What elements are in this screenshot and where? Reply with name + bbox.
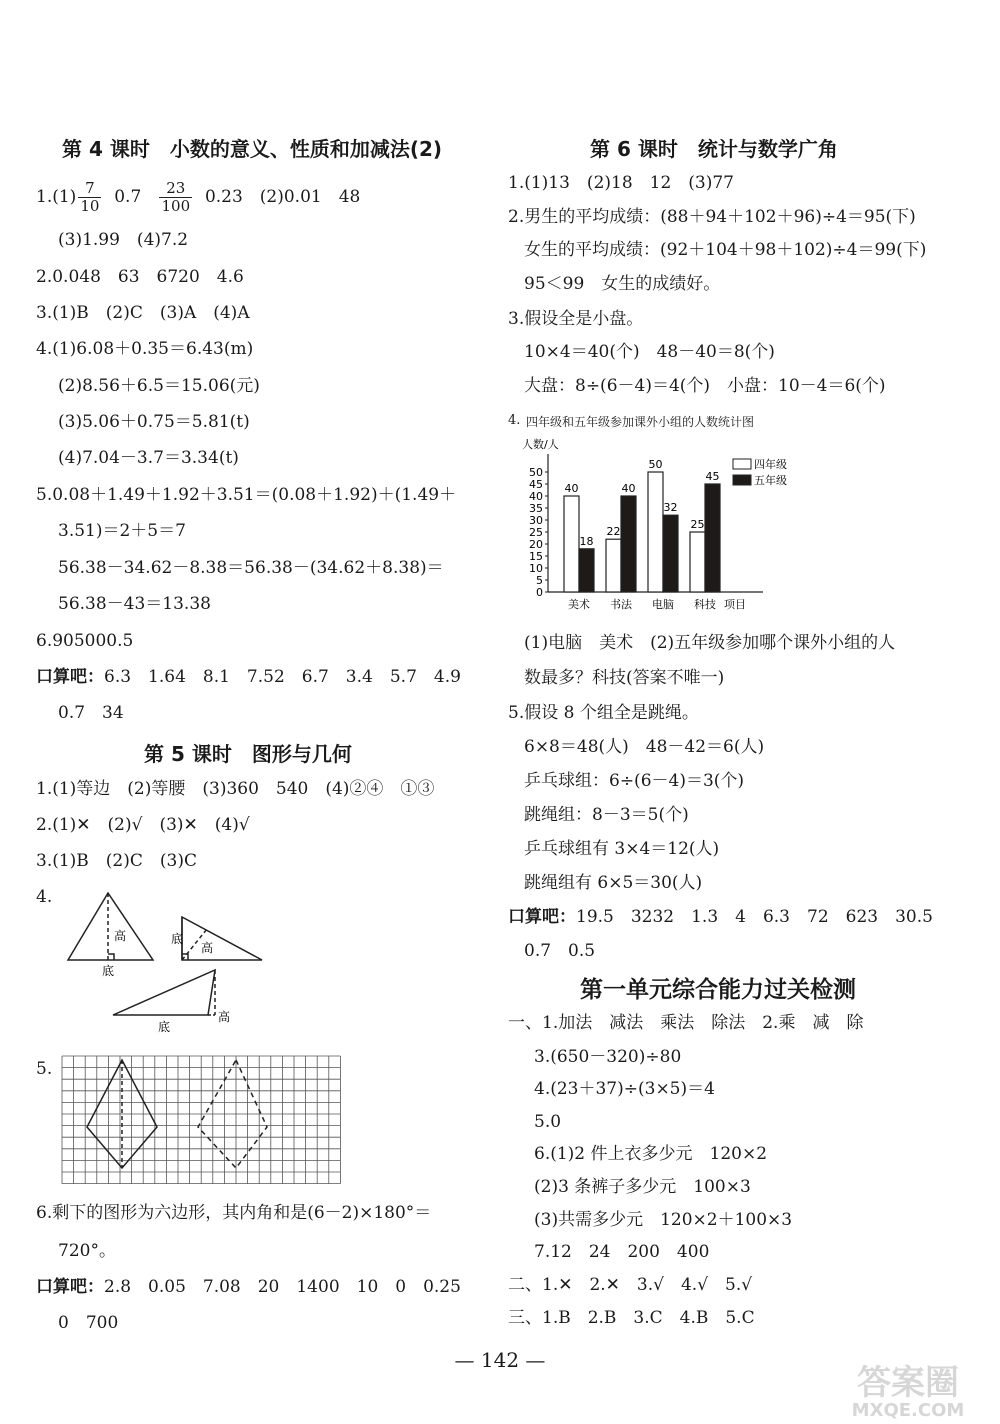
answer-line: 95＜99 女生的成绩好。 (524, 274, 721, 294)
answer-line: 4.(1)6.08＋0.35＝6.43(m) (36, 339, 254, 359)
x-tick-label: 科技 (694, 598, 716, 611)
answer-line: 三、1.B 2.B 3.C 4.B 5.C (508, 1308, 755, 1328)
answer-line: 2.男生的平均成绩：(88＋94＋102＋96)÷4＝95(下) (508, 207, 916, 227)
answer-line: 1.(1)等边 (2)等腰 (3)360 540 (4)②④ ①③ (36, 779, 435, 799)
answer-line: 2.(1)✕ (2)√ (3)✕ (4)√ (36, 815, 250, 835)
bar-四年级 (690, 532, 705, 592)
bar-四年级 (564, 496, 579, 592)
x-tick-label: 美术 (568, 598, 590, 611)
y-tick-label: 50 (529, 466, 543, 479)
y-tick-label: 20 (529, 538, 543, 551)
mental-math-line: 口算吧：6.3 1.64 8.1 7.52 6.7 3.4 5.7 4.9 (36, 667, 461, 687)
answer-line: 乒乓球组有 3×4＝12(人) (524, 839, 720, 859)
answer-line: 女生的平均成绩：(92＋104＋98＋102)÷4＝99(下) (524, 240, 927, 260)
bar-value-label: 22 (606, 525, 621, 539)
bar-四年级 (606, 539, 621, 592)
answer-line: 二、1.✕ 2.✕ 3.√ 4.√ 5.√ (508, 1275, 753, 1295)
answer-line: 3.假设全是小盘。 (508, 309, 644, 329)
y-tick-label: 30 (529, 514, 543, 527)
y-tick-label: 10 (529, 562, 543, 575)
answer-line: 6.905000.5 (36, 631, 134, 651)
legend-swatch (733, 475, 751, 485)
answer-line: 6.(1)2 件上衣多少元 120×2 (534, 1144, 768, 1164)
bar-value-label: 25 (690, 518, 705, 531)
base-label: 底 (158, 1020, 171, 1034)
chart-title: 四年级和五年级参加课外小组的人数统计图 (526, 415, 755, 429)
answer-line: 跳绳组有 6×5＝30(人) (524, 873, 703, 893)
bar-五年级 (705, 484, 720, 592)
answer-line: 5.假设 8 个组全是跳绳。 (508, 703, 699, 723)
answer-line: 大盘：8÷(6－4)＝4(个) 小盘：10－4＝6(个) (524, 376, 886, 396)
watermark-logo (820, 1358, 995, 1420)
page-number: — 142 — (454, 1348, 546, 1372)
answer-line: (3)5.06＋0.75＝5.81(t) (58, 412, 250, 432)
base-label: 底 (102, 964, 115, 978)
answer-line: 乒乓球组：6÷(6－4)＝3(个) (524, 771, 745, 791)
mental-math-line: 口算吧：2.8 0.05 7.08 20 1400 10 0 0.25 (36, 1277, 461, 1297)
answer-line: 56.38－43＝13.38 (58, 594, 211, 614)
x-tick-label: 电脑 (652, 598, 674, 611)
fraction: $\frac{7}{10}$ (80, 179, 100, 215)
answer-line: 1.(1) $\frac{7}{10}$ 0.7 $\frac{23}{100}$ 0.23 (2)0.01 48 (36, 179, 361, 215)
base-label: 底 (171, 932, 184, 946)
legend-label: 四年级 (754, 458, 787, 471)
grid-rotation-figure (60, 1052, 350, 1192)
answer-line: 1.(1)13 (2)18 12 (3)77 (508, 173, 734, 193)
lesson-6-title: 第 6 课时 统计与数学广角 (590, 137, 838, 161)
legend-label: 五年级 (754, 474, 787, 487)
answer-line: 3.51)＝2＋5＝7 (58, 521, 186, 541)
bar-value-label: 40 (564, 482, 579, 495)
answer-line: 4. (36, 887, 53, 907)
fraction: $\frac{23}{100}$ (161, 179, 191, 215)
svg-text:答案圈: 答案圈 (857, 1363, 959, 1403)
bar-value-label: 40 (621, 482, 636, 495)
y-tick-label: 15 (529, 550, 543, 563)
bar-五年级 (621, 496, 636, 592)
legend-swatch (733, 459, 751, 469)
y-tick-label: 5 (536, 574, 543, 587)
answer-line: 0.7 0.5 (524, 941, 596, 961)
height-label: 高 (201, 941, 214, 955)
answer-line: 一、1.加法 减法 乘法 除法 2.乘 减 除 (508, 1013, 864, 1033)
answer-line: 3.(1)B (2)C (3)A (4)A (36, 303, 250, 323)
answer-line: 4. (508, 413, 521, 428)
answer-line: 2.0.048 63 6720 4.6 (36, 267, 244, 287)
answer-line: (2)3 条裤子多少元 100×3 (534, 1177, 751, 1197)
y-tick-label: 0 (536, 586, 543, 599)
answer-line: 0 700 (58, 1313, 119, 1333)
y-tick-label: 45 (529, 478, 543, 491)
answer-line: 3.(650－320)÷80 (534, 1047, 682, 1067)
bar-五年级 (579, 549, 594, 592)
answer-line: (1)电脑 美术 (2)五年级参加哪个课外小组的人 (524, 633, 896, 653)
answer-line: 7.12 24 200 400 (534, 1242, 710, 1262)
answer-line: 6.剩下的图形为六边形，其内角和是(6－2)×180°＝ (36, 1203, 432, 1223)
answer-line: 56.38－34.62－8.38＝56.38－(34.62＋8.38)＝ (58, 558, 444, 578)
height-label: 高 (114, 929, 127, 943)
bar-五年级 (663, 515, 678, 592)
height-label: 高 (218, 1010, 231, 1024)
triangle-heights-figure (60, 885, 360, 1035)
x-tick-label: 书法 (610, 598, 632, 611)
y-tick-label: 35 (529, 502, 543, 515)
answer-line: (4)7.04－3.7＝3.34(t) (58, 448, 239, 468)
bar-四年级 (648, 472, 663, 592)
answer-line: 720°。 (58, 1241, 116, 1261)
answer-line: 0.7 34 (58, 703, 124, 723)
answer-line: 5. (36, 1059, 53, 1079)
mental-math-line: 口算吧：19.5 3232 1.3 4 6.3 72 623 30.5 (508, 907, 933, 927)
answer-line: 数最多？科技(答案不唯一) (524, 668, 725, 688)
answer-line: 5.0.08＋1.49＋1.92＋3.51＝(0.08＋1.92)＋(1.49＋ (36, 485, 457, 505)
answer-line: 5.0 (534, 1112, 562, 1132)
y-axis-label: 人数/人 (522, 438, 559, 451)
answer-line: 3.(1)B (2)C (3)C (36, 851, 197, 871)
unit-test-title: 第一单元综合能力过关检测 (580, 977, 856, 1003)
bar-chart (508, 432, 808, 617)
answer-line: (3)共需多少元 120×2＋100×3 (534, 1210, 793, 1230)
answer-line: 跳绳组：8－3＝5(个) (524, 805, 689, 825)
answer-line: (3)1.99 (4)7.2 (58, 230, 189, 250)
bar-value-label: 50 (648, 458, 663, 471)
answer-line: 4.(23＋37)÷(3×5)＝4 (534, 1079, 715, 1099)
answer-line: 6×8＝48(人) 48－42＝6(人) (524, 737, 765, 757)
x-axis-label: 项目 (724, 598, 746, 611)
bar-value-label: 32 (663, 501, 678, 515)
y-tick-label: 25 (529, 526, 543, 539)
answer-line: (2)8.56＋6.5＝15.06(元) (58, 376, 260, 396)
y-tick-label: 40 (529, 490, 543, 503)
lesson-5-title: 第 5 课时 图形与几何 (144, 742, 352, 766)
answer-line: 10×4＝40(个) 48－40＝8(个) (524, 342, 775, 362)
bar-value-label: 45 (705, 470, 720, 483)
svg-text:MXQE.COM: MXQE.COM (851, 1400, 965, 1420)
bar-value-label: 18 (579, 534, 594, 548)
lesson-4-title: 第 4 课时 小数的意义、性质和加减法(2) (62, 137, 443, 161)
